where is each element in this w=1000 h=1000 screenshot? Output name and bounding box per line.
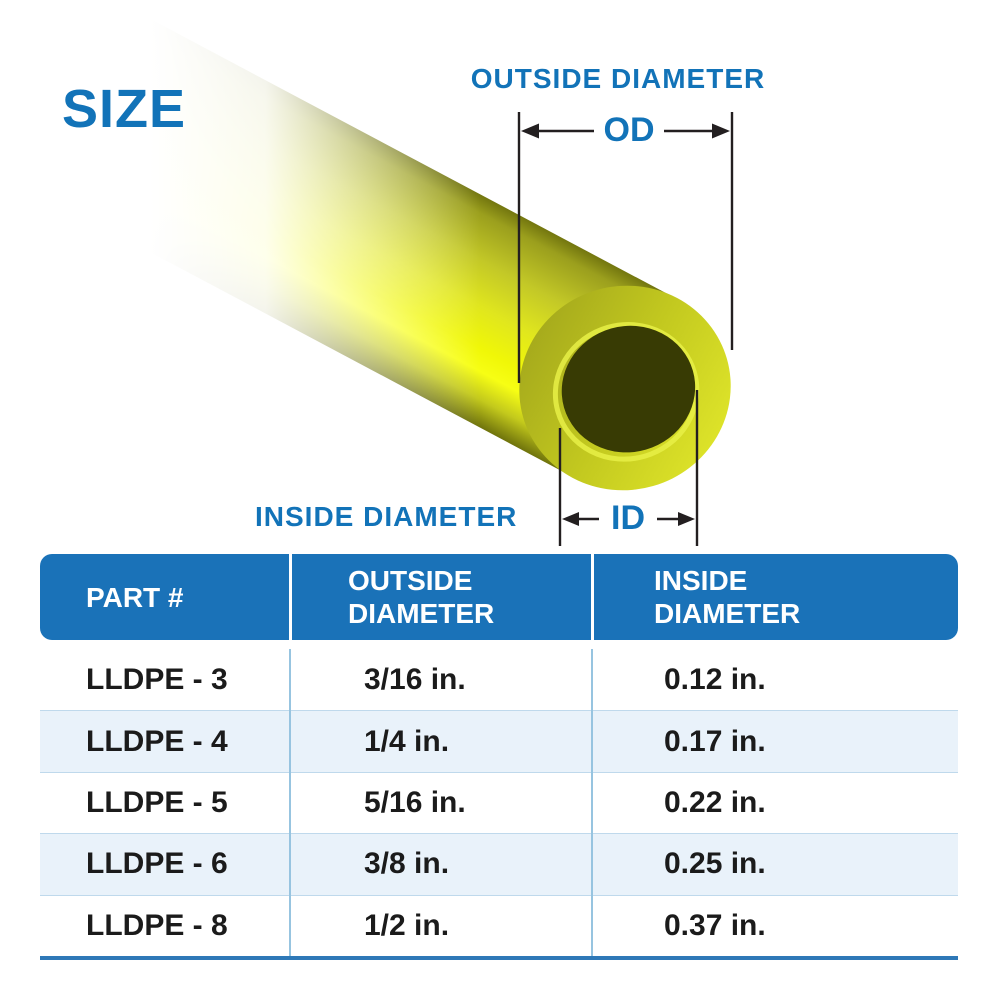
header-inside-line2: DIAMETER <box>654 598 801 629</box>
table-header-row <box>40 554 958 640</box>
outside-diameter-label: OUTSIDE DIAMETER <box>470 63 766 94</box>
part-number-cell: LLDPE - 3 <box>86 662 228 696</box>
header-inside-line1: INSIDE <box>654 565 748 596</box>
od-arrow-right <box>712 124 730 139</box>
outside-diameter-cell: 3/8 in. <box>364 847 450 881</box>
header-outside-line1: OUTSIDE <box>348 565 473 596</box>
page-title: SIZE <box>62 79 187 139</box>
outside-diameter-cell: 3/16 in. <box>364 662 466 696</box>
id-arrow-left <box>562 512 579 526</box>
size-spec-table <box>40 554 958 960</box>
inside-diameter-cell: 0.17 in. <box>664 724 766 758</box>
table-row <box>40 895 958 956</box>
header-inside-diameter <box>591 554 958 640</box>
part-number-cell: LLDPE - 8 <box>86 908 228 942</box>
inside-diameter-cell: 0.22 in. <box>664 785 766 819</box>
outside-diameter-cell: 5/16 in. <box>364 785 466 819</box>
table-row <box>40 710 958 771</box>
inside-diameter-label: INSIDE DIAMETER <box>255 501 518 532</box>
header-outside-diameter <box>289 554 591 640</box>
inside-diameter-cell: 0.25 in. <box>664 847 766 881</box>
part-number-cell: LLDPE - 4 <box>86 724 228 758</box>
id-arrow-right <box>678 512 695 526</box>
header-part-number-label: PART # <box>86 581 184 613</box>
part-number-cell: LLDPE - 6 <box>86 847 228 881</box>
column-divider <box>591 649 593 956</box>
outside-diameter-cell: 1/2 in. <box>364 908 450 942</box>
inside-diameter-cell: 0.37 in. <box>664 908 766 942</box>
header-outside-line2: DIAMETER <box>348 598 495 629</box>
table-row <box>40 772 958 833</box>
inside-diameter-cell: 0.12 in. <box>664 662 766 696</box>
header-part-number <box>40 554 289 640</box>
column-divider <box>289 649 291 956</box>
od-dimension-label: OD <box>603 111 655 149</box>
table-body <box>40 649 958 960</box>
table-row <box>40 833 958 894</box>
part-number-cell: LLDPE - 5 <box>86 785 228 819</box>
id-dimension-label: ID <box>611 499 645 537</box>
outside-diameter-cell: 1/4 in. <box>364 724 450 758</box>
table-row <box>40 649 958 710</box>
